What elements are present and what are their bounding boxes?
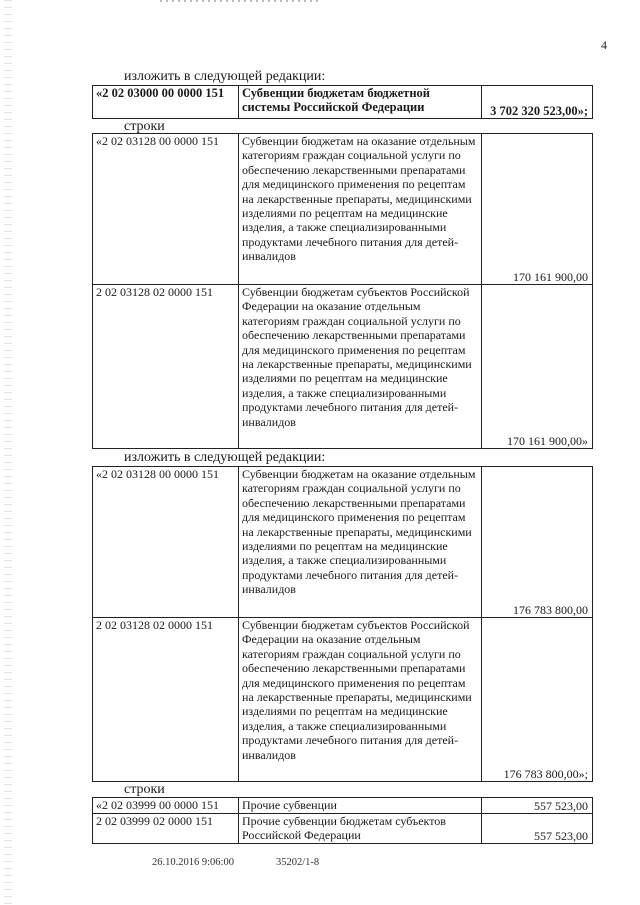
footer-datetime: 26.10.2016 9:06:00 xyxy=(152,857,234,868)
table-row xyxy=(93,134,593,285)
budget-amount: 170 161 900,00 xyxy=(482,134,593,285)
table-row xyxy=(93,798,593,814)
table-old-lines xyxy=(92,133,593,449)
budget-amount: 176 783 800,00»; xyxy=(482,618,593,782)
budget-code: 2 02 03128 02 0000 151 xyxy=(93,285,239,449)
table-row xyxy=(93,618,593,782)
budget-code: «2 02 03128 00 0000 151 xyxy=(93,467,239,618)
caption-new-edition: изложить в следующей редакции: xyxy=(124,450,326,465)
table-row xyxy=(93,86,593,119)
budget-amount: 557 523,00 xyxy=(482,798,593,814)
budget-amount: 3 702 320 523,00»; xyxy=(482,86,593,119)
budget-amount: 176 783 800,00 xyxy=(482,467,593,618)
budget-item-name: Прочие субвенции бюджетам субъектов Российской Федерации xyxy=(239,814,482,844)
caption-rows: строки xyxy=(124,119,165,134)
table-row xyxy=(93,285,593,449)
budget-code: 2 02 03999 02 0000 151 xyxy=(93,814,239,844)
budget-item-name: Субвенции бюджетам субъектов Российской Федерации на оказание отдельным категориям граждан социальной услуги по обеспечению лекарственными препаратами для медицинского применения по рецептам на лекарственные препараты, медицинскими изделиями по рецептам на медицинские изделия, а также специализированными продуктами лечебного питания для детей-инвалидов xyxy=(239,285,482,449)
table-other-subventions xyxy=(92,797,593,844)
scan-margin-marks xyxy=(4,0,12,905)
caption-new-edition: изложить в следующей редакции: xyxy=(124,69,326,84)
budget-item-name: Субвенции бюджетам на оказание отдельным категориям граждан социальной услуги по обеспечению лекарственными препаратами для медицинского применения по рецептам на лекарственные препараты, медицинскими изделиями по рецептам на медицинские изделия, а также специализированными продуктами лечебного питания для детей-инвалидов xyxy=(239,134,482,285)
budget-item-name: Прочие субвенции xyxy=(239,798,482,814)
table-subventions-total xyxy=(92,85,593,119)
budget-item-name: Субвенции бюджетам на оказание отдельным категориям граждан социальной услуги по обеспечению лекарственными препаратами для медицинского применения по рецептам на лекарственные препараты, медицинскими изделиями по рецептам на медицинские изделия, а также специализированными продуктами лечебного питания для детей-инвалидов xyxy=(239,467,482,618)
footer-doc-id: 35202/1-8 xyxy=(276,857,320,868)
table-new-lines xyxy=(92,466,593,782)
budget-code: «2 02 03000 00 0000 151 xyxy=(93,86,239,119)
table-row xyxy=(93,467,593,618)
budget-amount: 557 523,00 xyxy=(482,814,593,844)
table-row xyxy=(93,814,593,844)
budget-code: 2 02 03128 02 0000 151 xyxy=(93,618,239,782)
budget-code: «2 02 03128 00 0000 151 xyxy=(93,134,239,285)
budget-item-name: Субвенции бюджетам бюджетной системы Российской Федерации xyxy=(239,86,482,119)
budget-item-name: Субвенции бюджетам субъектов Российской Федерации на оказание отдельным категориям граждан социальной услуги по обеспечению лекарственными препаратами для медицинского применения по рецептам на лекарственные препараты, медицинскими изделиями по рецептам на медицинские изделия, а также специализированными продуктами лечебного питания для детей-инвалидов xyxy=(239,618,482,782)
budget-code: «2 02 03999 00 0000 151 xyxy=(93,798,239,814)
caption-rows: строки xyxy=(124,782,165,797)
page-number: 4 xyxy=(601,38,607,52)
budget-amount: 170 161 900,00» xyxy=(482,285,593,449)
scan-top-marks xyxy=(160,0,320,2)
